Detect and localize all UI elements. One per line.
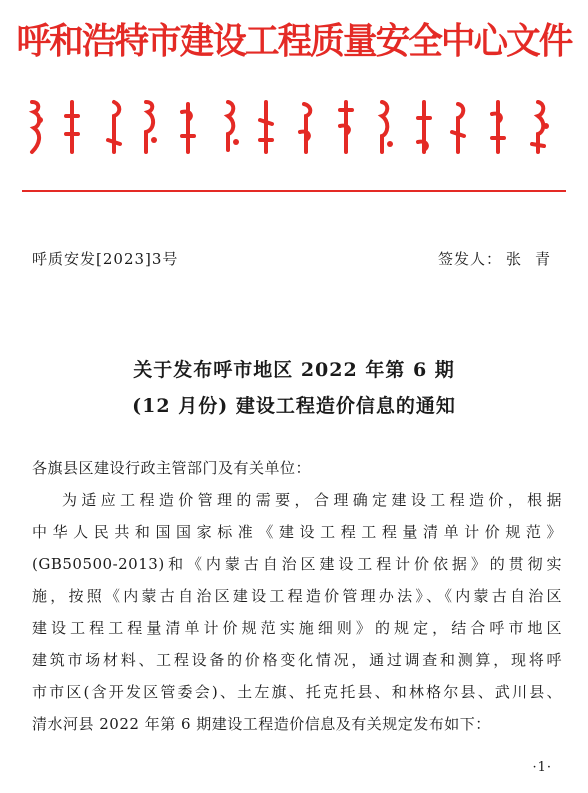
body-line: 中华人民共和国国家标准《建设工程工程量清单计价规范》 [32,523,562,541]
mongolian-script-title [22,96,570,158]
document-number: 呼质安发[2023]3号 [32,250,179,268]
masthead-title: 呼和浩特市建设工程质量安全中心文件 [16,20,572,62]
red-divider-line [22,190,566,192]
mongolian-script-graphic [22,96,570,158]
document-title-line-1: 关于发布呼市地区 2022 年第 6 期 [133,359,455,381]
document-body [32,452,562,740]
body-line: 清水河县 2022 年第 6 期建设工程造价信息及有关规定发布如下： [32,715,491,733]
body-line: 建设工程工程量清单计价规范实施细则》的规定，结合呼市地区 [32,619,562,637]
body-line: 市市区(含开发区管委会)、土左旗、托克托县、和林格尔县、武川县、 [32,683,562,701]
addressee-line: 各旗县区建设行政主管部门及有关单位： [32,459,312,477]
body-line: 建筑市场材料、工程设备的价格变化情况，通过调查和测算，现将呼 [32,651,562,669]
page-number: ·1· [532,760,552,775]
document-title [0,352,588,424]
signer-name: 张青 [505,250,564,268]
signer-label: 签发人： [437,250,502,268]
signer-field [438,247,564,271]
body-line: 施，按照《内蒙古自治区建设工程造价管理办法》、《内蒙古自治区 [32,587,562,605]
body-line: 为适应工程造价管理的需要，合理确定建设工程造价，根据 [62,491,562,509]
body-line: (GB50500-2013)和《内蒙古自治区建设工程计价依据》的贯彻实 [32,555,562,573]
document-title-line-2: (12 月份) 建设工程造价信息的通知 [132,395,456,417]
document-meta-row [32,247,564,271]
